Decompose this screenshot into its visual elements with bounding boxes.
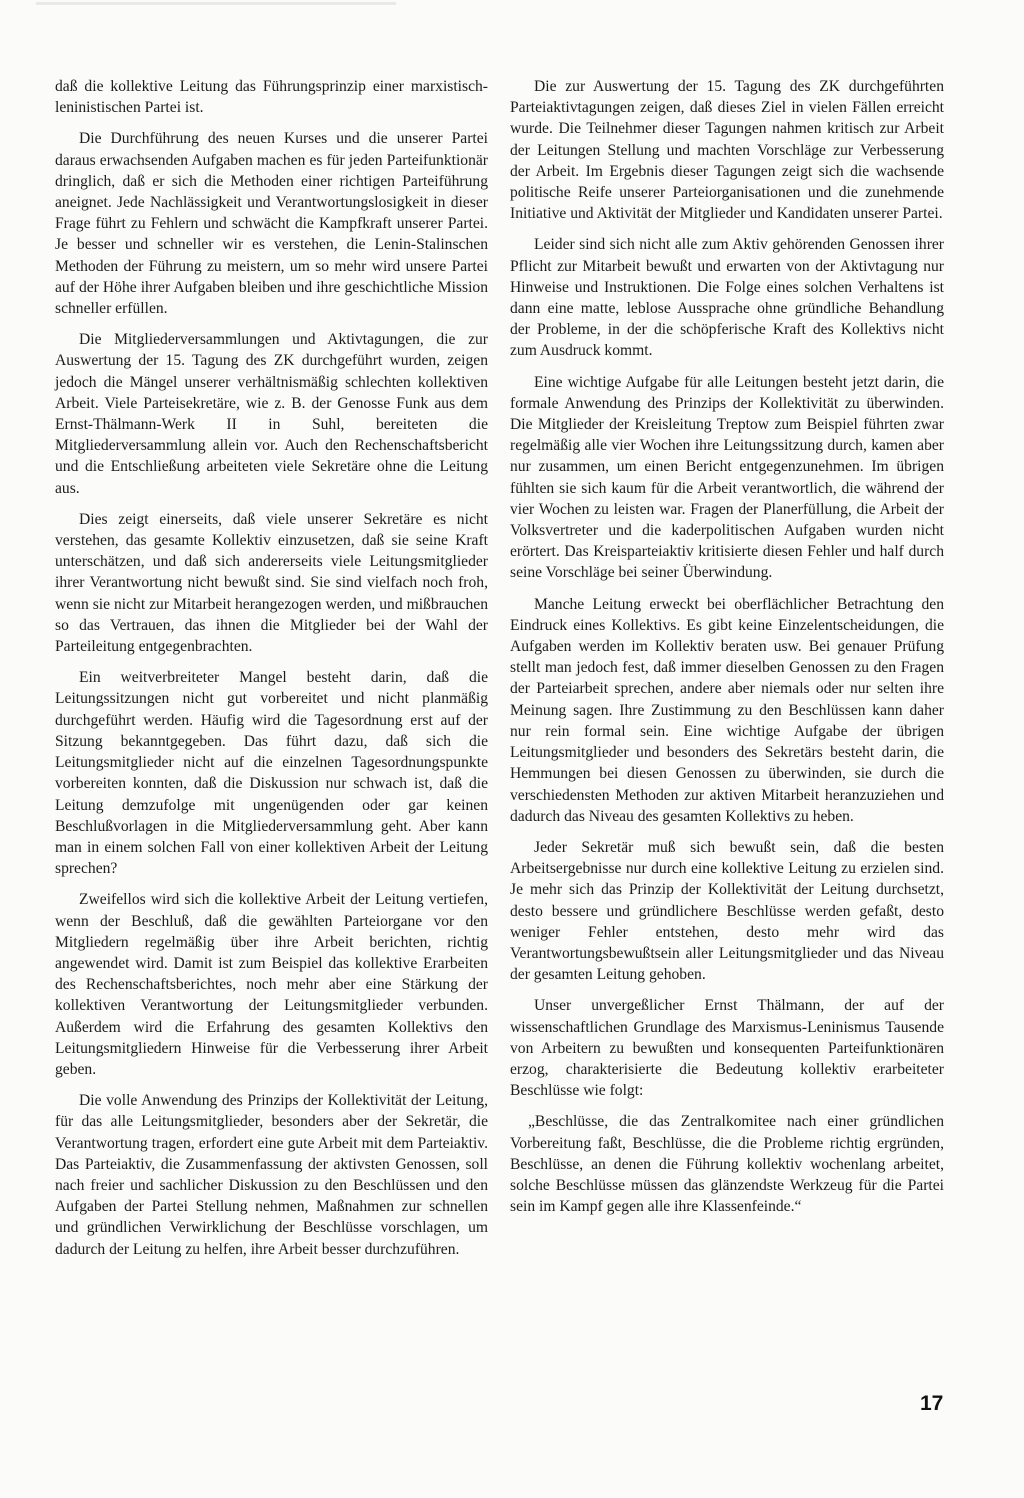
paragraph: Ein weitverbreiteter Mangel besteht darin, daß die Leitungssitzungen nicht gut vorbereitet und nicht planmäßig durchgeführt werden. Häufig wird die Tagesordnung erst auf der Sitzung bekanntgegeben. Das führt dazu, daß sich die Leitungsmitglieder nicht auf die einzelnen Tagesordnungspunkte vorbereiten konnten, daß die Diskussion nur schwach ist, daß die Leitung demzufolge mit ungenügenden oder gar keinen Beschlußvorlagen in die Mitgliederversammlung geht. Aber kann man in einem solchen Fall von einer kollektiven Arbeit der Leitung sprechen? — [55, 669, 488, 878]
paragraph: Dies zeigt einerseits, daß viele unserer Sekretäre es nicht verstehen, das gesamte Kollektiv einzusetzen, daß sie seine Kraft unterschätzen, und daß sich andererseits viele Leitungsmitglieder ihrer Verantwortung nicht bewußt sind. Sie sind vielfach noch froh, wenn sie nicht zur Mitarbeit herangezogen werden, und mißbrauchen so das Vertrauen, das ihnen die Mitglieder bei der Wahl der Parteileitung entgegenbrachten. — [55, 510, 488, 656]
paragraph: Die zur Auswertung der 15. Tagung des ZK durchgeführten Parteiaktivtagungen zeigen, daß dieses Ziel in vielen Fällen erreicht wurde. Die Teilnehmer dieser Tagungen nahmen kritisch zur Arbeit der Leitungen Stellung und machten Vorschläge zur Verbesserung der Arbeit. Im Ergebnis dieser Tagungen zeigt sich die wachsende politische Reife unserer Parteiorganisationen und die zunehmende Initiative und Aktivität der Mitglieder und Kandidaten unserer Partei. — [510, 78, 944, 223]
paragraph: daß die kollektive Leitung das Führungsprinzip einer marxistisch-leninistischen Partei ist. — [55, 78, 488, 117]
paragraph: Die Durchführung des neuen Kurses und die unserer Partei daraus erwachsenden Aufgaben machen es für jeden Parteifunktionär dringlich, daß er sich die Methoden einer richtigen Parteiführung aneignet. Jede Nachlässigkeit und Verantwortungslosigkeit in dieser Frage führt zu Fehlern und schwächt die Kampfkraft unserer Partei. Je besser und schneller wir es verstehen, die Lenin-Stalinschen Methoden der Führung zu meistern, um so mehr wird unsere Partei auf der Höhe ihrer Aufgaben bleiben und ihre geschichtliche Mission schneller erfüllen. — [55, 130, 488, 318]
paragraph: Die volle Anwendung des Prinzips der Kollektivität der Leitung, für das alle Leitungsmitglieder, besonders aber der Sekretär, die Verantwortung tragen, erfordert eine gute Arbeit mit dem Parteiaktiv. Das Parteiaktiv, die Zusammenfassung der aktivsten Genossen, soll nach freier und sachlicher Diskussion zu den Beschlüssen und den Aufgaben der Partei Stellung nehmen, Maßnahmen zur schnellen und gründlichen Verwirklichung der Beschlüsse vorschlagen, um dadurch der Leitung zu helfen, ihre Arbeit besser durchzuführen. — [55, 1092, 488, 1258]
right-text-column — [510, 76, 944, 1227]
paragraph: Jeder Sekretär muß sich bewußt sein, daß die besten Arbeitsergebnisse nur durch eine kollektive Leitung zu erzielen sind. Je mehr sich das Prinzip der Kollektivität der Leitung durchsetzt, desto bessere und gründlichere Beschlüsse werden gefaßt, desto weniger Fehler entstehen, desto mehr wird das Verantwortungsbewußtsein aller Leitungsmitglieder und das Niveau der gesamten Leitung gehoben. — [510, 838, 944, 984]
left-text-column — [55, 76, 488, 1270]
scan-artifact — [36, 2, 396, 5]
quotation-paragraph: „Beschlüsse, die das Zentralkomitee nach einer gründlichen Vorbereitung faßt, Beschlüsse, die die Probleme richtig ergründen, Beschlüsse, an denen die Führung kollektiv wochenlang arbeitet, solche Beschlüsse müssen das glänzendste Werkzeug für die Partei sein im Kampf gegen alle ihre Klassenfeinde.“ — [510, 1113, 944, 1216]
page-number: 17 — [920, 1392, 944, 1415]
paragraph: Manche Leitung erweckt bei oberflächlicher Betrachtung den Eindruck eines Kollektivs. Es gibt keine Einzelentscheidungen, die Aufgaben werden im Kollektiv beraten usw. Bei genauer Prüfung stellt man jedoch fest, daß immer dieselben Genossen zu den Fragen der Parteiarbeit sprechen, andere aber niemals oder nur selten ihre Meinung sagen. Ihre Zustimmung zu den Beschlüssen kann daher nur rein formal sein. Eine wichtige Aufgabe der übrigen Leitungsmitglieder und besonders des Sekretärs besteht darin, die Hemmungen bei diesen Genossen zu überwinden, sie durch die verschiedensten Methoden zur aktiven Mitarbeit heranzuziehen und dadurch das Niveau des gesamten Kollektivs zu heben. — [510, 595, 944, 825]
paragraph: Unser unvergeßlicher Ernst Thälmann, der auf der wissenschaftlichen Grundlage des Marxismus-Leninismus Tausende von Arbeitern zu bewußten und konsequenten Parteifunktionären erzog, charakterisierte die Bedeutung kollektiv erarbeiteter Beschlüsse wie folgt: — [510, 997, 944, 1100]
paragraph: Zweifellos wird sich die kollektive Arbeit der Leitung vertiefen, wenn der Beschluß, daß die gewählten Parteiorgane vor den Mitgliedern regelmäßig über ihre Arbeit berichten, richtig angewendet wird. Damit ist zum Beispiel das kollektive Erarbeiten des Rechenschaftsberichtes, noch mehr aber eine Stärkung der kollektiven Verantwortung der Leitungsmitglieder verbunden. Außerdem wird die Erfahrung des gesamten Kollektivs den Leitungsmitgliedern Hinweise für die Verbesserung ihrer Arbeit geben. — [55, 891, 488, 1078]
paragraph: Die Mitgliederversammlungen und Aktivtagungen, die zur Auswertung der 15. Tagung des ZK durchgeführt wurden, zeigen jedoch die Mängel unserer verhältnismäßig schlechten kollektiven Arbeit. Viele Parteisekretäre, wie z. B. der Genosse Funk aus dem Ernst-Thälmann-Werk II in Suhl, bereiteten die Mitgliederversammlung allein vor. Auch den Rechenschaftsbericht und die Entschließung arbeiteten viele Sekretäre ohne die Leitung aus. — [55, 331, 488, 497]
paragraph: Leider sind sich nicht alle zum Aktiv gehörenden Genossen ihrer Pflicht zur Mitarbeit bewußt und erwarten von der Aktivtagung nur Hinweise und Instruktionen. Die Folge eines solchen Verhaltens ist dann eine matte, leblose Aussprache ohne gründliche Behandlung der Probleme, in der die schöpferische Kraft des Kollektivs nicht zum Ausdruck kommt. — [510, 236, 944, 360]
paragraph: Eine wichtige Aufgabe für alle Leitungen besteht jetzt darin, die formale Anwendung des Prinzips der Kollektivität zu überwinden. Die Mitglieder der Kreisleitung Treptow zum Beispiel führten zwar regelmäßig alle vier Wochen ihre Leitungssitzung durch, kamen aber nur zusammen, um einen Bericht entgegenzunehmen. Im übrigen fühlten sie sich kaum für die Arbeit verantwortlich, die während der vier Wochen zu leisten war. Fragen der Planerfüllung, die Arbeit der Volksvertreter und die kaderpolitischen Aufgaben wurden nicht erörtert. Das Kreisparteiaktiv kritisierte diesen Fehler und half durch seine Vorschläge bei seiner Überwindung. — [510, 373, 944, 582]
